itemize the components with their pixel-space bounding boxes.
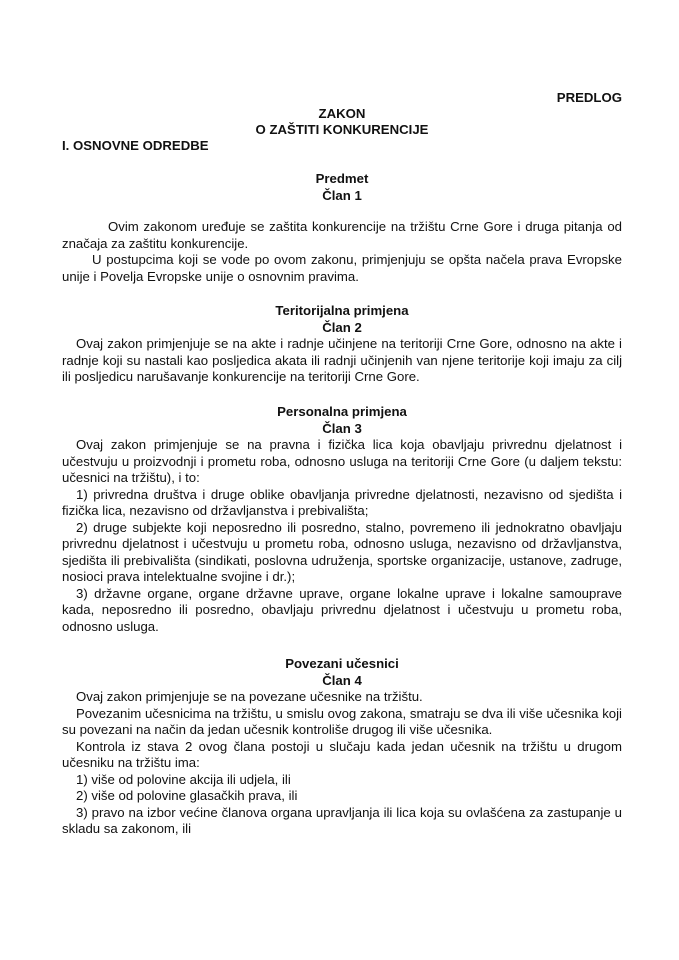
law-subtitle: O ZAŠTITI KONKURENCIJE: [255, 122, 429, 137]
article-4-item-2: 2) više od polovine glasačkih prava, ili: [76, 788, 298, 803]
article-4-item-3: 3) pravo na izbor većine članova organa upravljanja ili lica koja su ovlašćena za zastupanje u skladu sa zakonom, ili: [62, 804, 622, 836]
article-2-heading: Teritorijalna primjena: [275, 303, 409, 318]
section-heading: I. OSNOVNE ODREDBE: [62, 138, 209, 153]
article-1-paragraph-1: Ovim zakonom uređuje se zaštita konkurencije na tržištu Crne Gore i druga pitanja od značaja za zaštitu konkurencije.: [62, 219, 622, 251]
article-3-paragraph-1: Ovaj zakon primjenjuje se na pravna i fizička lica koja obavljaju privrednu djelatnost i učestvuju u proizvodnji i prometu roba, odnosno usluga na teritoriji Crne Gore (u daljem tekstu: učesnici na tržištu), i to:: [62, 437, 622, 485]
law-title: ZAKON: [318, 106, 366, 121]
article-3: [62, 404, 622, 635]
article-2-number: Član 2: [322, 319, 362, 335]
article-4-item-1: 1) više od polovine akcija ili udjela, ili: [76, 771, 291, 787]
article-3-heading: Personalna primjena: [277, 404, 407, 419]
article-3-item-2: 2) druge subjekte koji neposredno ili posredno, stalno, povremeno ili jednokratno obavljaju privrednu djelatnost i učestvuju u prometu roba, odnosno usluga, nezavisno od državljanstva, sjedišta ili prebivališta (sindikati, poslovna udruženja, sportske organizacije, ustanove, zadruge, nosioci prava intelektualne svojine i dr.);: [62, 519, 622, 584]
article-4: [62, 656, 622, 838]
article-1-paragraph-2: U postupcima koji se vode po ovom zakonu, primjenjuju se opšta načela prava Evropske unije i Povelja Evropske unije o osnovnim pravima.: [62, 252, 622, 284]
article-4-paragraph-2: Povezanim učesnicima na tržištu, u smislu ovog zakona, smatraju se dva ili više učesnika koji su povezani na način da jedan učesnik kontroliše drugog ili više učesnika.: [62, 705, 622, 737]
article-3-item-1: 1) privredna društva i druge oblike obavljanja privredne djelatnosti, nezavisno od sjedišta i fizička lica, nezavisno od državljanstva i prebivališta;: [62, 486, 622, 518]
article-2-paragraph-1: Ovaj zakon primjenjuje se na akte i radnje učinjene na teritoriji Crne Gore, odnosno na akte i radnje koji su nastali kao posljedica akata ili radnji učinjenih van njene teritorije koji imaju za cilj ili posljedicu narušavanje konkurencije na teritoriji Crne Gore.: [62, 336, 622, 384]
article-4-heading: Povezani učesnici: [285, 656, 399, 671]
article-4-number: Član 4: [322, 672, 362, 688]
article-2: [62, 303, 622, 386]
proposal-label: PREDLOG: [556, 90, 622, 105]
article-3-number: Član 3: [322, 420, 362, 436]
article-3-item-3: 3) državne organe, organe državne uprave, organe lokalne uprave i lokalne samouprave kada, neposredno ili posredno, obavljaju privrednu djelatnost i učestvuju u prometu roba, odnosno usluga.: [62, 585, 622, 634]
article-1-heading: Predmet: [315, 171, 369, 186]
article-4-paragraph-1: Ovaj zakon primjenjuje se na povezane učesnike na tržištu.: [76, 689, 423, 704]
article-1: [62, 171, 622, 285]
article-1-number: Član 1: [322, 187, 362, 203]
article-4-paragraph-3: Kontrola iz stava 2 ovog člana postoji u slučaju kada jedan učesnik na tržištu u drugom učesniku na tržištu ima:: [62, 738, 622, 770]
